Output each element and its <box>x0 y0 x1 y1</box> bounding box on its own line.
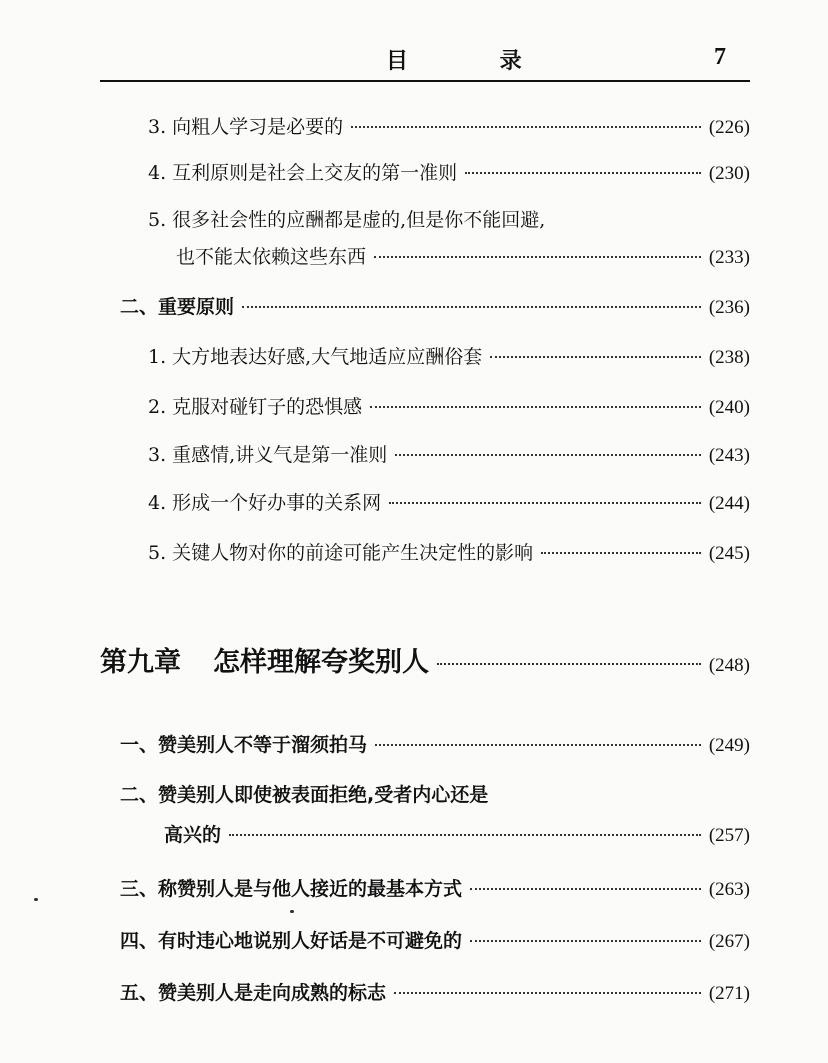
chapter-heading[interactable] <box>100 640 750 679</box>
dot-leader <box>465 172 701 174</box>
toc-entry-page: (271) <box>708 983 750 1004</box>
dot-leader <box>242 306 701 308</box>
toc-section-heading[interactable] <box>120 926 750 953</box>
toc-entry-page: (263) <box>708 879 750 900</box>
dot-leader <box>374 256 701 258</box>
dot-leader <box>470 888 701 890</box>
header-page-number: 7 <box>714 44 726 70</box>
toc-entry-label: 4. 形成一个好办事的关系网 <box>148 492 382 514</box>
toc-entry-label: 2. 克服对碰钉子的恐惧感 <box>148 396 363 418</box>
toc-entry-page: (257) <box>708 825 750 846</box>
toc-entry[interactable] <box>148 158 750 185</box>
toc-entry[interactable] <box>148 488 750 515</box>
dot-leader <box>389 502 701 504</box>
toc-entry-label-line1[interactable]: 5. 很多社会性的应酬都是虚的,但是你不能回避, <box>148 209 546 231</box>
toc-entry-page: (226) <box>708 117 750 138</box>
toc-entry-page: (238) <box>708 347 750 368</box>
toc-section-label: 一、赞美别人不等于溜须拍马 <box>120 734 368 756</box>
header-rule <box>100 80 750 82</box>
toc-section-heading[interactable] <box>120 292 750 319</box>
toc-section-label: 三、称赞别人是与他人接近的最基本方式 <box>120 878 463 900</box>
toc-entry-page: (233) <box>708 247 750 268</box>
toc-entry-page: (244) <box>708 493 750 514</box>
toc-entry[interactable] <box>148 342 750 369</box>
dot-leader <box>375 744 701 746</box>
toc-entry-page: (243) <box>708 445 750 466</box>
dot-leader <box>437 663 701 665</box>
toc-section-label: 五、赞美别人是走向成熟的标志 <box>120 982 387 1004</box>
scan-speck <box>34 898 38 901</box>
dot-leader <box>370 406 701 408</box>
dot-leader <box>490 356 701 358</box>
toc-entry[interactable] <box>148 538 750 565</box>
toc-section-label-line2: 高兴的 <box>164 824 222 846</box>
header-title: 目 录 <box>386 48 564 74</box>
toc-entry-page: (236) <box>708 297 750 318</box>
chapter-title: 怎样理解夸奖别人 <box>213 647 429 678</box>
chapter-number: 第九章 <box>100 647 181 678</box>
toc-section-heading[interactable] <box>120 730 750 757</box>
toc-entry-page: (267) <box>708 931 750 952</box>
dot-leader <box>394 992 701 994</box>
toc-entry-page: (245) <box>708 543 750 564</box>
scan-speck <box>290 910 294 913</box>
toc-entry-label-line2: 也不能太依赖这些东西 <box>176 246 367 268</box>
toc-entry-page: (240) <box>708 397 750 418</box>
toc-entry-page: (230) <box>708 163 750 184</box>
toc-entry-label: 4. 互利原则是社会上交友的第一准则 <box>148 162 458 184</box>
toc-section-label: 四、有时违心地说别人好话是不可避免的 <box>120 930 463 952</box>
toc-section-heading[interactable] <box>164 820 750 847</box>
toc-entry-label: 3. 向粗人学习是必要的 <box>148 116 344 138</box>
toc-entry[interactable] <box>148 440 750 467</box>
toc-entry-label: 5. 关键人物对你的前途可能产生决定性的影响 <box>148 542 534 564</box>
toc-entry[interactable] <box>148 392 750 419</box>
dot-leader <box>470 940 701 942</box>
toc-entry[interactable] <box>148 112 750 139</box>
chapter-page: (248) <box>708 655 750 676</box>
toc-entry-page: (249) <box>708 735 750 756</box>
toc-entry-label: 3. 重感情,讲义气是第一准则 <box>148 444 388 466</box>
page-header <box>100 40 750 82</box>
toc-section-label: 二、重要原则 <box>120 296 235 318</box>
dot-leader <box>351 126 701 128</box>
dot-leader <box>229 834 701 836</box>
dot-leader <box>395 454 701 456</box>
toc-section-heading[interactable] <box>120 874 750 901</box>
toc-section-label-line1[interactable]: 二、赞美别人即使被表面拒绝,受者内心还是 <box>120 784 489 806</box>
toc-entry-label: 1. 大方地表达好感,大气地适应应酬俗套 <box>148 346 483 368</box>
toc-section-heading[interactable] <box>120 978 750 1005</box>
dot-leader <box>541 552 701 554</box>
toc-entry[interactable] <box>176 242 750 269</box>
